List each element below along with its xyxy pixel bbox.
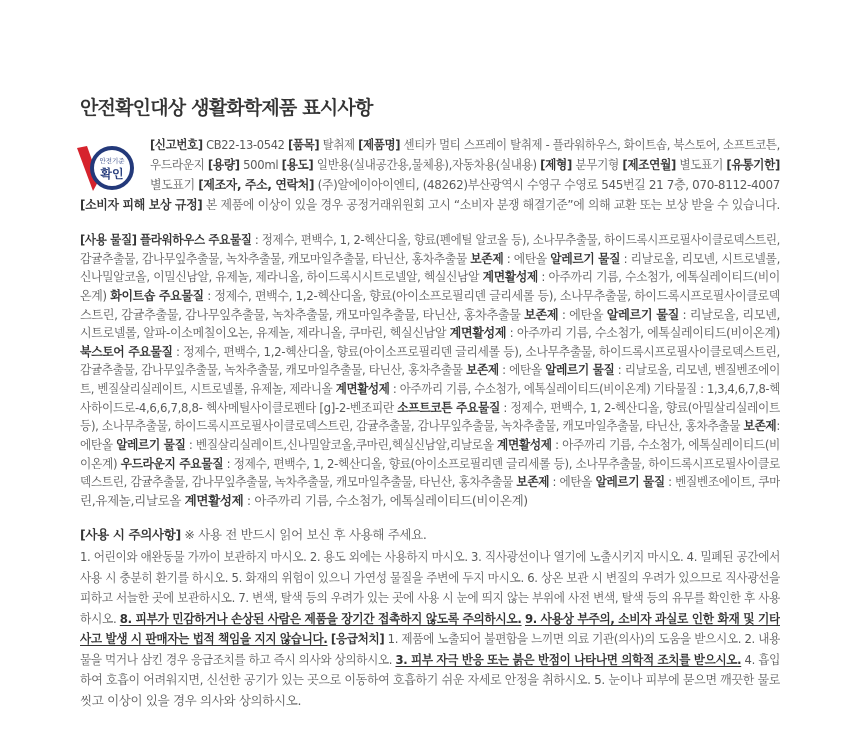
materials-line xyxy=(80,250,780,269)
line-text xyxy=(80,436,780,455)
label-text: [제조연월] xyxy=(622,157,676,172)
label-text: [제품명] xyxy=(358,137,401,152)
text-run: 스트린, 감귤추출물, 감나무잎추출물, 녹차추출물, 캐모마일추출물, 타닌산, 홍차추출물 xyxy=(80,306,525,322)
text-run: : 정제수, 편백수, 1, 2-헥산디올, 향료(아이소프로필리덴 글리세롤 등), 소나무추출물, 하이드록시프로필사이클로 xyxy=(223,455,780,471)
text-run: 본 제품에 이상이 있을 경우 공정거래위원회 고시 “소비자 분쟁 해결기준”에 의해 교환 또는 보상 받을 수 있습니다. xyxy=(202,197,780,212)
precautions-line xyxy=(80,588,780,609)
text-run: : 아주까리 기름, 수소첨가, 에톡실레이티드(비이온계) xyxy=(243,492,528,508)
materials-line xyxy=(80,343,780,362)
compensation-notice xyxy=(80,195,780,215)
label-text: 우드라운지 주요물질 xyxy=(120,455,224,471)
line-text xyxy=(80,324,780,343)
mark-main-text: 확인 xyxy=(100,167,124,181)
text-run: 피하고 서늘한 곳에 보관하시오. 7. 변색, 탈색 등의 우려가 있는 곳에 사용 시 눈에 띄지 않는 부위에 사전 변색, 탈색 등의 유무를 확인한 후 사용 xyxy=(80,590,780,605)
materials-section xyxy=(80,231,780,511)
line-text xyxy=(80,455,780,474)
text-run: 등), 소나무추출물, 하이드록시프로필사이클로덱스트린, 감귤추출물, 감나무잎추출물, 녹차추출물, 캐모마일추출물, 타닌산, 홍차추출물 xyxy=(80,418,744,434)
text-run: 린,유제놀,리날로올 xyxy=(80,492,185,508)
text-run: : 에탄올 xyxy=(498,362,546,378)
line-text xyxy=(80,306,780,325)
materials-line xyxy=(80,231,780,250)
product-info-line xyxy=(150,135,780,155)
product-info xyxy=(150,135,780,195)
line-text xyxy=(80,691,301,712)
compensation-line xyxy=(80,195,780,215)
page-title: 안전확인대상 생활화학제품 표시사항 xyxy=(80,97,373,119)
text-run: : 아주까리 기름, 수소첨가, 에톡실레이티드(비 xyxy=(551,437,780,453)
text-run: : 에탄올 xyxy=(558,306,607,322)
line-text xyxy=(80,343,780,362)
text-run: 4. 흡입 xyxy=(741,651,780,667)
precautions-line xyxy=(80,670,780,691)
text-run: : 리날로올, 리모넨, xyxy=(678,306,780,322)
text-run: : 정제수, 편백수, 1, 2-헥산디올, 향료(아밀살리실레이트 xyxy=(500,399,780,415)
label-text: [사용 물질] xyxy=(80,232,137,247)
text-run: (주)알에이아이엔티, (48262)부산광역시 수영구 수영로 545번길 21 7층, 070-8112-4007 xyxy=(314,177,780,192)
materials-line xyxy=(80,436,780,455)
line-text xyxy=(80,492,528,511)
line-text xyxy=(80,417,780,436)
line-text xyxy=(80,250,780,269)
text-run: 별도표기 xyxy=(675,157,727,172)
label-text: 계면활성제 xyxy=(184,492,244,508)
text-run: : 아주까리 기름, 수소첨가, 에톡실레이티드(비이온계) xyxy=(506,325,780,341)
emphasized-text: 8. 피부가 민감하거나 손상된 사람은 제품을 장기간 접촉하지 않도록 주의하시오. xyxy=(119,610,522,626)
text-run: 우드라운지 xyxy=(150,157,208,172)
line-text xyxy=(150,155,780,175)
label-text: 화이트솝 주요물질 xyxy=(110,287,204,303)
label-text: 계면활성제 xyxy=(335,381,390,397)
label-text: 알레르기 물질 xyxy=(595,474,665,490)
text-run: 사용 시 충분히 환기를 하시오. 5. 화재의 위험이 있으니 가연성 물질을 주변에 두지 마시오. 6. 상온 보관 시 변질의 우려가 있으므로 직사광선을 xyxy=(80,569,780,585)
text-run: : 정제수, 편백수, 1, 2-헥산디올, 향료(펜에틸 알코올 등), 소나무추출물, 하이드록시프로필사이클로덱스트린, xyxy=(251,232,780,247)
label-text: 계면활성제 xyxy=(497,437,552,453)
text-run: : 정제수, 편백수, 1,2-헥산디올, 향료(아이소프로필리덴 글리세롤 등), 소나무추출물, 하이드록시프로필사이클로덱스트린, xyxy=(172,343,780,359)
label-text: 알레르기 물질 xyxy=(545,362,615,378)
materials-line xyxy=(80,268,780,287)
label-text: 보존제 xyxy=(516,474,550,490)
line-text xyxy=(150,175,780,195)
precautions-line xyxy=(80,547,780,568)
precautions-line xyxy=(80,629,780,650)
precautions-line xyxy=(80,568,780,589)
label-text: [사용 시 주의사항] xyxy=(80,527,181,542)
materials-line xyxy=(80,324,780,343)
label-text: 보존제 xyxy=(470,250,504,266)
materials-line xyxy=(80,361,780,380)
label-text: [품목] xyxy=(287,137,320,152)
text-run: 감귤추출물, 감나무잎추출물, 녹차추출물, 캐모마일추출물, 타닌산, 홍차추출물 xyxy=(80,362,467,378)
label-text: 플라워하우스 주요물질 xyxy=(140,232,252,247)
line-text xyxy=(80,650,780,671)
line-text xyxy=(80,268,780,287)
line-text xyxy=(80,380,780,399)
precautions-line xyxy=(80,650,780,671)
product-info-line xyxy=(150,175,780,195)
label-text: 보존제 xyxy=(524,306,559,322)
text-run: CB22-13-0542 xyxy=(202,137,288,152)
text-run: 감귤추출물, 감나무잎추출물, 녹차추출물, 캐모마일추출물, 타닌산, 홍차추출물 xyxy=(80,250,471,266)
label-text: 알레르기 물질 xyxy=(606,306,679,322)
label-text: 북스토어 주요물질 xyxy=(80,343,173,359)
materials-line xyxy=(80,417,780,436)
mark-top-text: 안전기준 xyxy=(99,157,125,165)
text-run: 온계) xyxy=(80,287,111,303)
label-text: 알레르기 물질 xyxy=(116,437,186,453)
text-run: : 에탄올 xyxy=(503,250,551,266)
text-run: 센티카 멀티 스프레이 탈취제 - 플라워하우스, 화이트솝, 북스토어, 소프트코튼, xyxy=(400,137,780,152)
line-text xyxy=(80,361,780,380)
text-run: 탈취제 xyxy=(319,137,359,152)
text-run: : 에탄올 xyxy=(549,474,596,490)
text-run: 분무기형 xyxy=(571,157,623,172)
materials-line xyxy=(80,492,780,511)
materials-line xyxy=(80,473,780,492)
text-run: 에탄올 xyxy=(80,437,117,453)
line-text xyxy=(80,670,780,691)
emphasized-text: 9. 사용상 부주의, 소비자 과실로 인한 화재 및 기타 xyxy=(524,610,780,626)
label-text: 알레르기 물질 xyxy=(550,250,621,266)
label-text: 계면활성제 xyxy=(449,325,507,341)
label-text: 보존제 xyxy=(466,362,499,378)
text-run: 시트로넬롤, 알파-이소메칠이오논, 유제놀, 제라니올, 쿠마린, 헥실신남알 xyxy=(80,325,450,341)
line-text xyxy=(80,629,780,650)
line-text xyxy=(80,547,780,568)
materials-line xyxy=(80,306,780,325)
label-text: [제조자, 주소, 연락처] xyxy=(198,177,315,192)
materials-line xyxy=(80,455,780,474)
precautions-heading-line xyxy=(80,525,780,545)
emphasized-text: 3. 피부 자극 반응 또는 붉은 반점이 나타나면 의학적 조치를 받으시오. xyxy=(395,651,742,667)
line-text xyxy=(80,287,780,306)
label-text: 보존제 xyxy=(743,418,777,434)
line-text xyxy=(80,588,780,609)
safety-confirmation-mark xyxy=(76,136,136,196)
line-text xyxy=(80,195,780,215)
text-run: : 아주까리 기름, 수소첨가, 에톡실레이티드(비이 xyxy=(537,269,780,285)
precautions-section xyxy=(80,547,780,711)
text-run: 별도표기 xyxy=(150,177,199,192)
text-run: 씻고 이상이 있을 경우 의사와 상의하시오. xyxy=(80,692,302,708)
text-run: 물을 먹거나 삼킨 경우 응급조치를 하고 즉시 의사와 상의하시오. xyxy=(80,651,396,667)
label-text: [제형] xyxy=(540,157,572,172)
emphasized-text: 사고 발생 시 판매자는 법적 책임을 지지 않습니다. xyxy=(80,631,328,646)
text-run: : 아주까리 기름, 수소첨가, 에톡실레이티드(비이온계) 기타물질 : 1,3,4,6,7,8-헥 xyxy=(389,381,780,397)
text-run: 이온계) xyxy=(80,455,121,471)
text-run: 1. 어린이와 애완동물 가까이 보관하지 마시오. 2. 용도 외에는 사용하지 마시오. 3. 직사광선이나 열기에 노출시키지 마시오. 4. 밀폐된 공간에서 xyxy=(80,549,780,564)
line-text xyxy=(150,135,780,155)
text-run: : 리날로올, 리모넨, 벤질벤조에이 xyxy=(614,362,780,378)
text-run: ※ 사용 전 반드시 읽어 보신 후 사용해 주세요. xyxy=(180,527,427,542)
label-text: 계면활성제 xyxy=(482,269,538,285)
text-run: : 벤질벤조에이트, 쿠마 xyxy=(664,474,780,490)
text-run: 500ml xyxy=(239,157,282,172)
product-info-line xyxy=(150,155,780,175)
line-text xyxy=(80,568,780,589)
materials-line xyxy=(80,399,780,418)
text-run: 신나밀알코올, 이밀신남알, 유제놀, 제라니올, 하이드록시시트로넬알, 헥실신남알 xyxy=(80,269,483,285)
label-text: [용도] xyxy=(281,157,314,172)
materials-line xyxy=(80,380,780,399)
label-text: [용량] xyxy=(207,157,240,172)
precautions-line xyxy=(80,691,780,712)
text-run: : 벤질살리실레이트,신나밀알코올,쿠마린,헥실신남알,리날로올 xyxy=(185,437,498,453)
line-text xyxy=(80,609,780,630)
label-text: [신고번호] xyxy=(150,137,203,152)
label-text: 소프트코튼 주요물질 xyxy=(397,399,501,415)
text-run: 트, 벤질살리실레이트, 시트로넬롤, 유제놀, 제라니올 xyxy=(80,381,336,397)
text-run: 하시오. xyxy=(80,610,120,626)
line-text xyxy=(80,473,780,492)
text-run: : 정제수, 편백수, 1,2-헥산디올, 향료(아이소프로필리덴 글리세롤 등), 소나무추출물, 하이드록시프로필사이클로덱 xyxy=(203,287,780,303)
text-run: : 리날로올, 리모넨, 시트로넬롤, xyxy=(620,250,780,266)
text-run: 사하이드로-4,6,6,7,8,8- 헥사메틸사이클로펜타 [g]-2-벤조피란 xyxy=(80,399,398,415)
label-text: [유통기한] xyxy=(726,157,780,172)
line-text xyxy=(80,399,780,418)
text-run: 일반용(실내공간용,물체용),자동차용(실내용) xyxy=(313,157,541,172)
text-run: 하여 호흡이 어려워지면, 신선한 공기가 있는 곳으로 이동하여 호흡하기 쉬운 자세로 안정을 취하시오. 5. 눈이나 피부에 묻으면 깨끗한 물로 xyxy=(80,672,780,687)
text-run: : xyxy=(776,418,780,434)
line-text xyxy=(80,231,780,250)
precautions-heading xyxy=(80,525,780,545)
line-text xyxy=(80,525,427,545)
text-run: 덱스트린, 감귤추출물, 감나무잎추출물, 녹차추출물, 캐모마일추출물, 타닌산, 홍차추출물 xyxy=(80,474,517,490)
text-run: 1. 제품에 노출되어 불편함을 느끼면 의료 기관(의사)의 도움을 받으시오. 2. 내용 xyxy=(384,631,780,646)
label-text: [소비자 피해 보상 규정] xyxy=(80,197,203,212)
label-text: [응급처치] xyxy=(330,631,385,646)
materials-line xyxy=(80,287,780,306)
precautions-line xyxy=(80,609,780,630)
